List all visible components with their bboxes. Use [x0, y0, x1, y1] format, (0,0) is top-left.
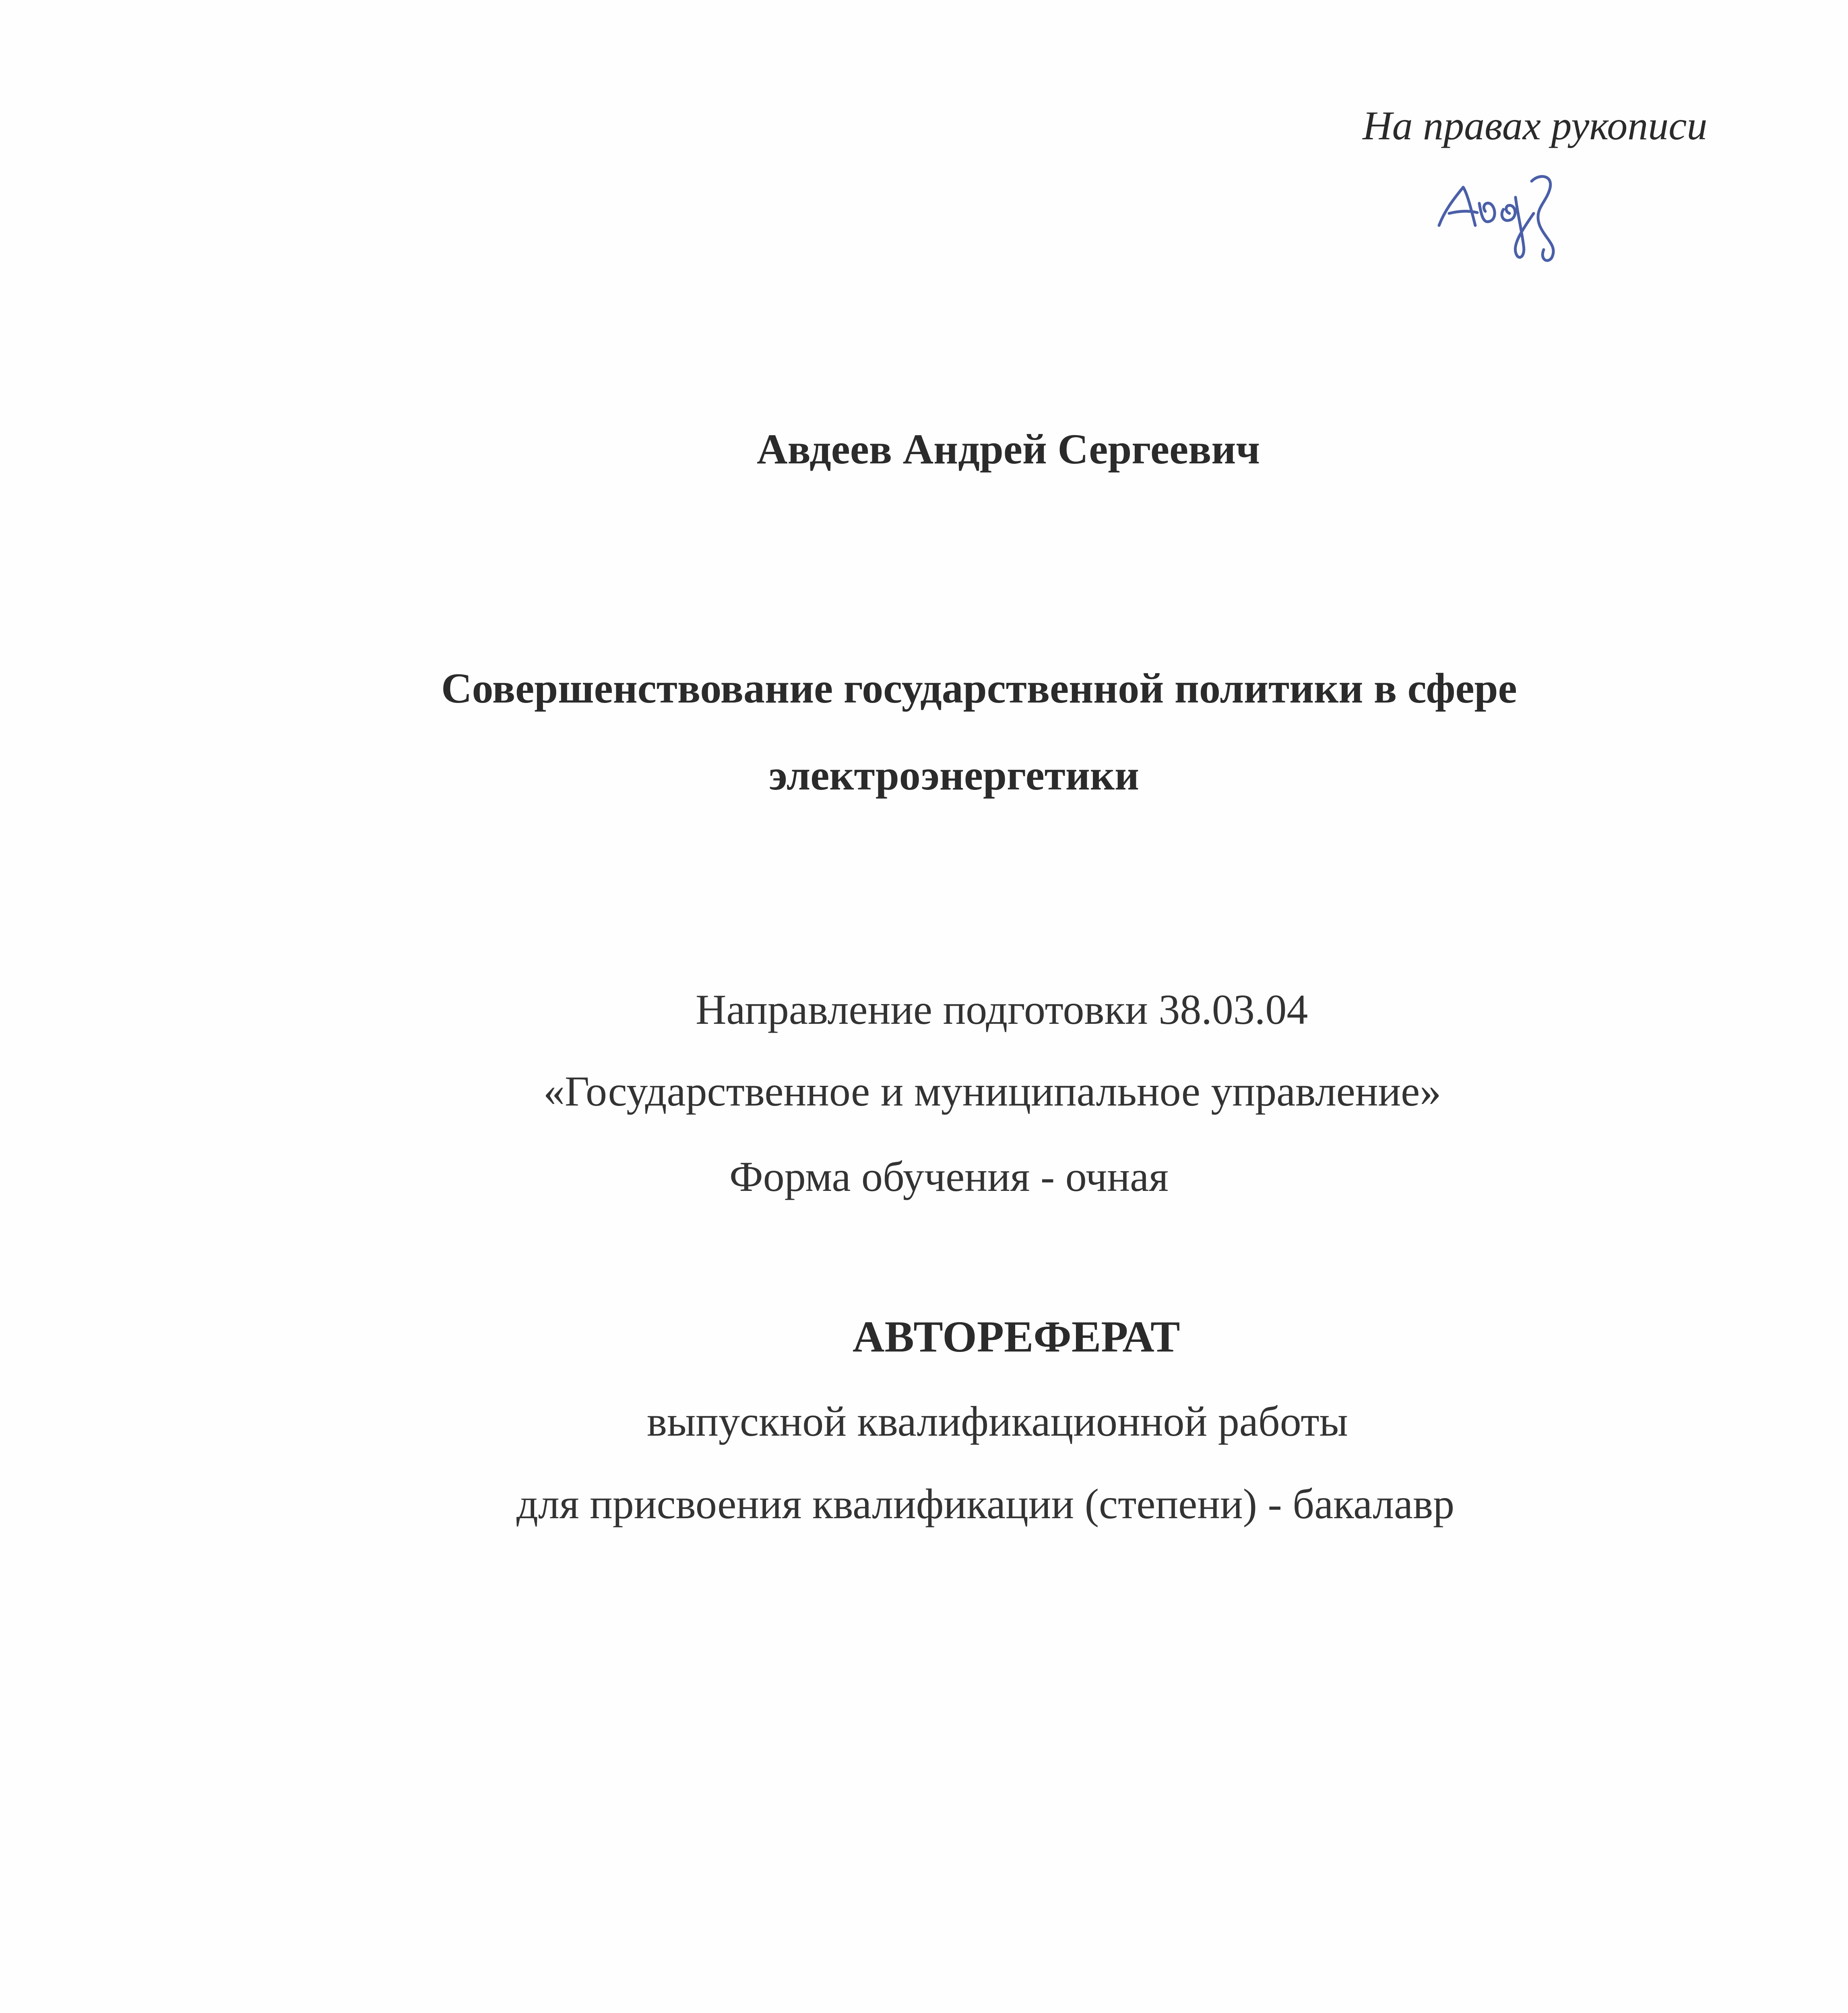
- direction-line: Направление подготовки 38.03.04: [696, 986, 1308, 1033]
- study-form: Форма обучения - очная: [729, 1153, 1169, 1200]
- author-name: Авдеев Андрей Сергеевич: [757, 426, 1260, 473]
- manuscript-note: На правах рукописи: [1363, 103, 1708, 149]
- abstract-description-1: выпускной квалификационной работы: [647, 1398, 1348, 1445]
- handwritten-signature: [1433, 165, 1586, 266]
- program-name: «Государственное и муниципальное управление»: [543, 1068, 1441, 1115]
- thesis-title-line-2: электроэнергетики: [769, 752, 1140, 799]
- abstract-heading: АВТОРЕФЕРАТ: [853, 1312, 1180, 1361]
- abstract-description-2: для присвоения квалификации (степени) - бакалавр: [516, 1480, 1455, 1527]
- thesis-title-line-1: Совершенствование государственной политики в сфере: [441, 665, 1517, 712]
